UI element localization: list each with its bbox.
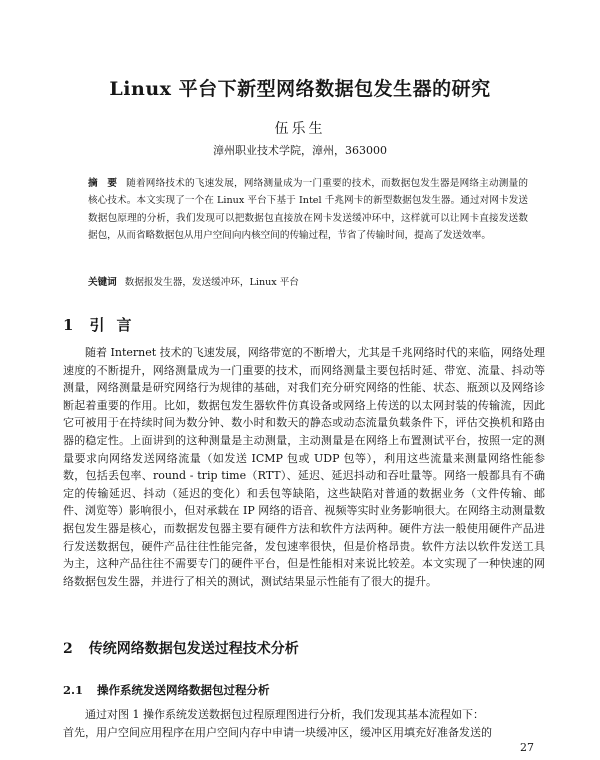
abstract-text: 随着网络技术的飞速发展，网络测量成为一门重要的技术，而数据包发生器是网络主动测量的核心技术。本文实现了一个在 Linux 平台下基于 Intel 千兆网卡的新型数据包发生器。通过对网卡发送数据包原理的分析，我们发现可以把数据包直接放在网卡发送缓冲环中，这样就可以让网卡直接发送数据包，从而省略数据包从用户空间向内核空间的传输过程，节省了传输时间，提高了发送效率。 bbox=[88, 178, 529, 242]
section-2-1-title: 操作系统发送网络数据包过程分析 bbox=[97, 683, 270, 697]
keywords-text: 数据报发生器，发送缓冲环，Linux 平台 bbox=[124, 277, 299, 288]
abstract-label: 摘 要 bbox=[88, 178, 121, 189]
section-2-1-paragraph-2: 首先，用户空间应用程序在用户空间内存中申请一块缓冲区，缓冲区用填充好准备发送的 bbox=[63, 725, 492, 739]
section-1-heading bbox=[63, 314, 143, 335]
section-2-1-body bbox=[63, 706, 545, 741]
keywords-block bbox=[88, 274, 528, 291]
author-affiliation: 漳州职业技术学院，漳州，363000 bbox=[213, 144, 387, 157]
page-number: 27 bbox=[520, 741, 534, 754]
section-2-1-paragraph-1: 通过对图 1 操作系统发送数据包过程原理图进行分析，我们发现其基本流程如下： bbox=[85, 708, 484, 721]
author-name: 伍乐生 bbox=[274, 121, 326, 137]
section-2-1-heading bbox=[63, 682, 270, 698]
section-1-title: 引言 bbox=[89, 316, 144, 334]
abstract-block bbox=[88, 175, 528, 245]
section-1-number: 1 bbox=[63, 316, 74, 334]
section-2-1-number: 2.1 bbox=[63, 683, 84, 697]
keywords-label: 关键词 bbox=[88, 277, 117, 288]
section-2-title: 传统网络数据包发送过程技术分析 bbox=[88, 641, 299, 657]
paper-title: Linux 平台下新型网络数据包发生器的研究 bbox=[109, 78, 491, 100]
section-2-heading bbox=[63, 638, 299, 658]
section-2-number: 2 bbox=[63, 641, 73, 657]
section-1-paragraph: 随着 Internet 技术的飞速发展，网络带宽的不断增大，尤其是千兆网络时代的来临，网络处理速度的不断提升，网络测量成为一门重要的技术，而网络测量主要包括时延、带宽、流量、抖动等测量，网络测量是研究网络行为规律的基础，对我们充分研究网络的性能、状态、瓶颈以及网络诊断起着重要的作用。比如，数据包发生器软件仿真设备或网络上传送的以太网封装的传输流，因此它可被用于在持续时间为数分钟、数小时和数天的静态或动态流量负载条件下，评估交换机和路由器的稳定性。上面讲到的这种测量是主动测量，主动测量是在网络上布置测试平台，按照一定的测量要求向网络发送网络流量（如发送 ICMP 包或 UDP 包等），利用这些流量来测量网络性能参数，包括丢包率、round - trip time（RTT）、延迟、延迟抖动和吞吐量等。网络一般都具有不确定的传输延迟、抖动（延迟的变化）和丢包等缺陷，这些缺陷对普通的数据业务（文件传输、邮件、浏览等）影响很小，但对承载在 IP 网络的语音、视频等实时业务影响很大。在网络主动测量数据包发生器是核心，而数据发包器主要有硬件方法和软件方法两种。硬件方法一般使用硬件产品进行发送数据包，硬件产品往往性能完备，发包速率很快，但是价格昂贵。软件方法以软件发送工具为主，这种产品往往不需要专门的硬件平台，但是性能相对来说比较差。本文实现了一种快速的网络数据包发生器，并进行了相关的测试，测试结果显示性能有了很大的提升。 bbox=[63, 346, 545, 588]
